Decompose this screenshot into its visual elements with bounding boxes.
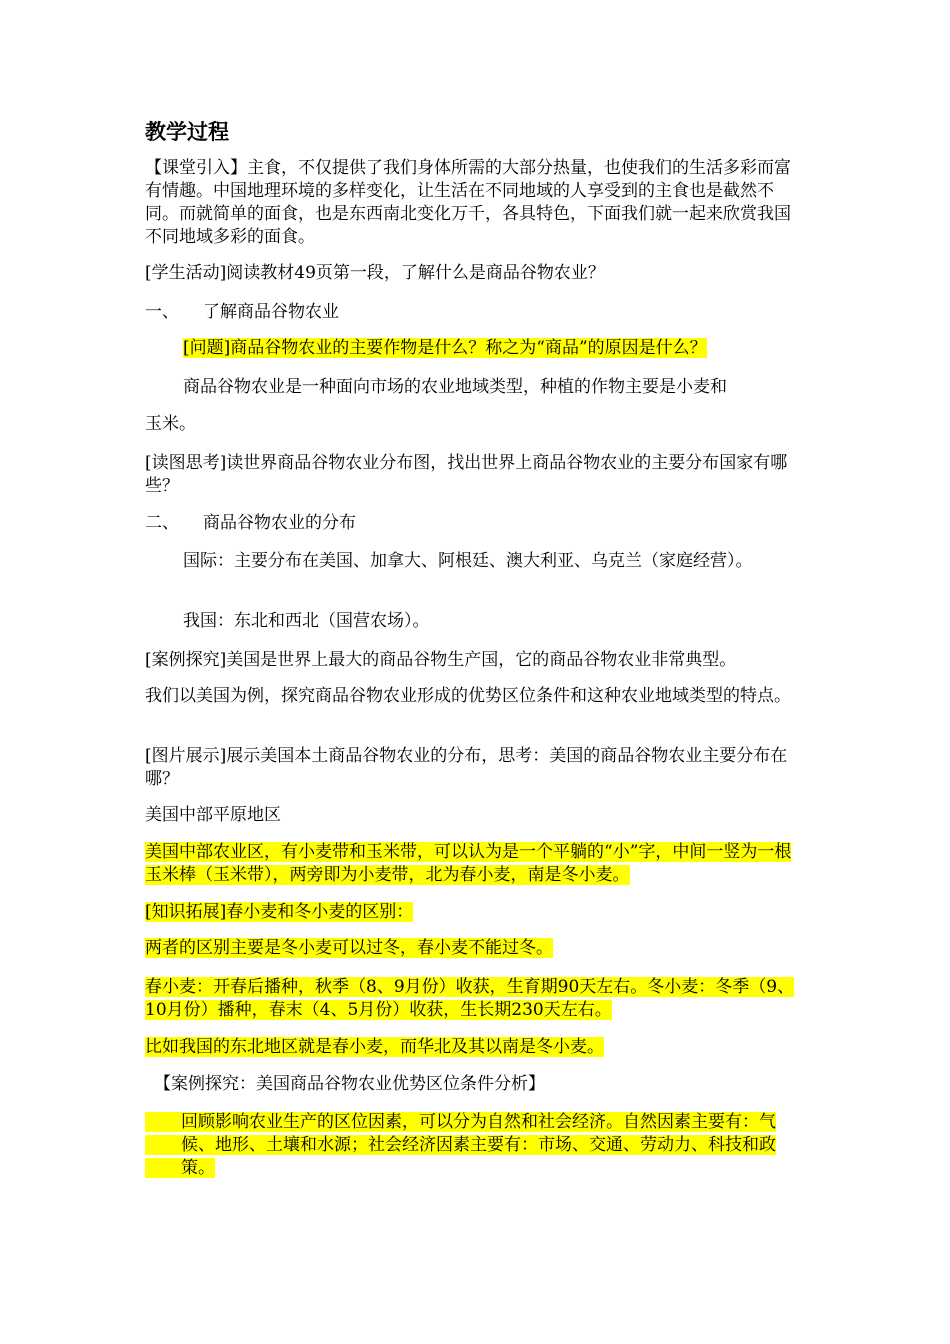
case-study-2: 【案例探究：美国商品谷物农业优势区位条件分析】: [154, 1074, 545, 1094]
student-activity: [学生活动]阅读教材49页第一段，了解什么是商品谷物农业？: [145, 263, 605, 283]
highlighted-text: 两者的区别主要是冬小麦可以过冬，春小麦不能过冬。: [145, 938, 553, 958]
difference-paragraph: [145, 937, 805, 960]
answer-line-1: 商品谷物农业是一种面向市场的农业地域类型，种植的作物主要是小麦和: [183, 377, 727, 397]
international-distribution: 国际：主要分布在美国、加拿大、阿根廷、澳大利亚、乌克兰（家庭经营）。: [183, 551, 753, 571]
example-paragraph: [145, 1036, 805, 1059]
section-number: 一、: [145, 302, 179, 322]
case-study-1b: 我们以美国为例，探究商品谷物农业形成的优势区位条件和这种农业地域类型的特点。: [145, 686, 791, 706]
page-title: 教学过程: [145, 120, 229, 144]
section-title: 商品谷物农业的分布: [203, 513, 356, 533]
section-number: 二、: [145, 513, 179, 533]
map-think-paragraph: [读图思考]读世界商品谷物农业分布图，找出世界上商品谷物农业的主要分布国家有哪些？: [145, 453, 788, 496]
intro-paragraph: 【课堂引入】主食，不仅提供了我们身体所需的大部分热量，也使我们的生活多彩而富有情趣。中国地理环境的多样变化，让生活在不同地域的人享受到的主食也是截然不同。而就简单的面食，也是东西南北变化万千，各具特色，下面我们就一起来欣赏我国不同地域多彩的面食。: [145, 158, 791, 247]
central-plain: 美国中部平原地区: [145, 805, 281, 825]
section-heading-2: [145, 512, 805, 535]
answer-line-2: 玉米。: [145, 414, 196, 434]
knowledge-expansion: [145, 901, 805, 924]
review-paragraph: [145, 1111, 805, 1180]
highlighted-text: [知识拓展]春小麦和冬小麦的区别：: [145, 902, 414, 922]
belt-paragraph: [145, 841, 805, 887]
highlighted-text: 回顾影响农业生产的区位因素，可以分为自然和社会经济。自然因素主要有：气候、地形、土壤和水源；社会经济因素主要有：市场、交通、劳动力、科技和政策。: [145, 1112, 776, 1178]
highlighted-text: 春小麦：开春后播种，秋季（8、9月份）收获，生育期90天左右。冬小麦：冬季（9、10月份）播种，春末（4、5月份）收获，生长期230天左右。: [145, 977, 795, 1020]
section-heading-1: [145, 301, 805, 324]
highlighted-text: 比如我国的东北地区就是春小麦，而华北及其以南是冬小麦。: [145, 1037, 604, 1057]
picture-display: [图片展示]展示美国本土商品谷物农业的分布，思考：美国的商品谷物农业主要分布在哪？: [145, 746, 788, 789]
china-distribution: 我国：东北和西北（国营农场）。: [183, 611, 430, 631]
wheat-paragraph: [145, 976, 805, 1022]
section-title: 了解商品谷物农业: [203, 302, 339, 322]
question-paragraph: [183, 337, 803, 360]
case-study-1: [案例探究]美国是世界上最大的商品谷物生产国，它的商品谷物农业非常典型。: [145, 650, 737, 670]
highlighted-text: 美国中部农业区，有小麦带和玉米带，可以认为是一个平躺的“小”字，中间一竖为一根玉米棒（玉米带），两旁即为小麦带，北为春小麦，南是冬小麦。: [145, 842, 792, 885]
highlighted-text: [问题]商品谷物农业的主要作物是什么？称之为“商品”的原因是什么？: [183, 338, 707, 358]
